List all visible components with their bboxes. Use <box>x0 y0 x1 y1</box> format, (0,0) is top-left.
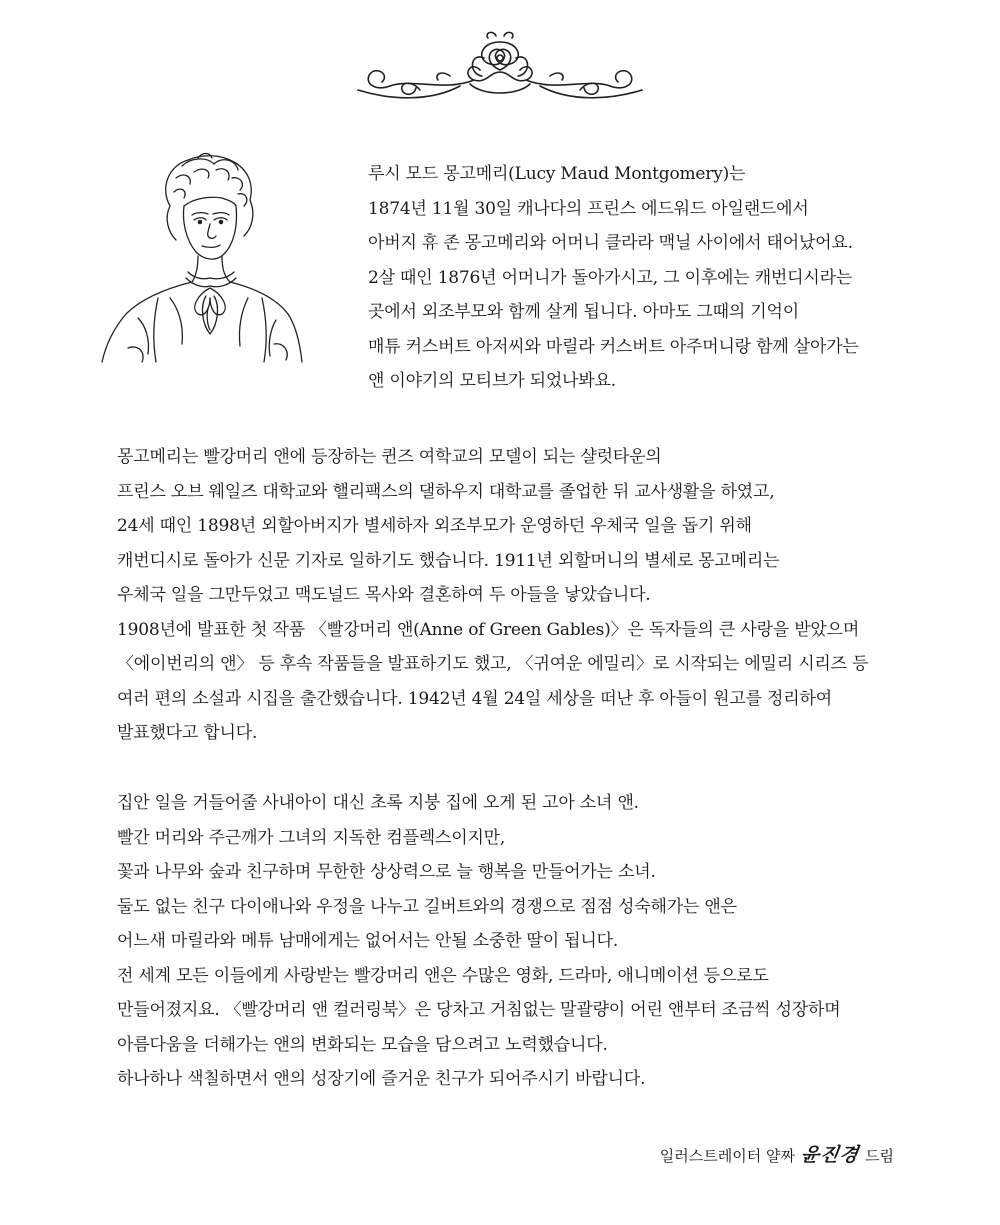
intro-line: 루시 모드 몽고메리(Lucy Maud Montgomery)는 <box>368 164 746 184</box>
signature-prefix: 일러스트레이터 얄짜 <box>659 1147 795 1165</box>
book-description-paragraph <box>117 786 987 1097</box>
biography-paragraph <box>117 440 987 751</box>
biography-line: 캐번디시로 돌아가 신문 기자로 일하기도 했습니다. 1911년 외할머니의 별세로 몽고메리는 <box>117 550 780 571</box>
description-line: 만들어졌지요. 〈빨강머리 앤 컬러링북〉은 당차고 거침없는 말괄량이 어린 앤부터 조금씩 성장하며 <box>117 1000 841 1020</box>
description-line: 전 세계 모든 이들에게 사랑받는 빨강머리 앤은 수많은 영화, 드라마, 애니메이션 등으로도 <box>117 965 769 986</box>
biography-line: 여러 편의 소설과 시집을 출간했습니다. 1942년 4월 24일 세상을 떠난 후 아들이 원고를 정리하여 <box>117 688 832 709</box>
description-line: 어느새 마릴라와 메튜 남매에게는 없어서는 안될 소중한 딸이 됩니다. <box>117 931 619 951</box>
biography-line: 몽고메리는 빨강머리 앤에 등장하는 퀸즈 여학교의 모델이 되는 샬럿타운의 <box>117 447 662 467</box>
signature <box>660 1140 894 1167</box>
biography-line: 〈에이번리의 앤〉 등 후속 작품들을 발표하기도 했고, 〈귀여운 에밀리〉로 시작되는 에밀리 시리즈 등 <box>117 654 869 674</box>
signature-name: 윤진경 <box>799 1144 861 1166</box>
signature-suffix: 드림 <box>865 1147 894 1165</box>
description-line: 빨간 머리와 주근깨가 그녀의 지독한 컴플렉스이지만, <box>117 827 506 848</box>
description-line: 둘도 없는 친구 다이애나와 우정을 나누고 길버트와의 경쟁으로 점점 성숙해가는 앤은 <box>117 896 737 917</box>
biography-line: 우체국 일을 그만두었고 맥도널드 목사와 결혼하여 두 아들을 낳았습니다. <box>117 585 651 605</box>
intro-line: 1874년 11월 30일 캐나다의 프린스 에드워드 아일랜드에서 <box>368 198 809 219</box>
flourish-ornament-icon <box>350 30 650 110</box>
description-line: 하나하나 색칠하면서 앤의 성장기에 즐거운 친구가 되어주시기 바랍니다. <box>117 1069 646 1089</box>
biography-line: 발표했다고 합니다. <box>117 723 258 743</box>
intro-line: 2살 때인 1876년 어머니가 돌아가시고, 그 이후에는 캐번디시라는 <box>368 267 853 288</box>
description-line: 아름다움을 더해가는 앤의 변화되는 모습을 담으려고 노력했습니다. <box>117 1034 608 1055</box>
biography-line: 1908년에 발표한 첫 작품 〈빨강머리 앤(Anne of Green Gables)〉은 독자들의 큰 사랑을 받았으며 <box>117 619 860 640</box>
intro-line: 매튜 커스버트 아저씨와 마릴라 커스버트 아주머니랑 함께 살아가는 <box>368 336 859 357</box>
description-line: 꽃과 나무와 숲과 친구하며 무한한 상상력으로 늘 행복을 만들어가는 소녀. <box>117 862 656 882</box>
biography-line: 24세 때인 1898년 외할아버지가 별세하자 외조부모가 운영하던 우체국 일을 돕기 위해 <box>117 516 752 536</box>
intro-paragraph <box>368 157 968 399</box>
biography-line: 프린스 오브 웨일즈 대학교와 핼리팩스의 댈하우지 대학교를 졸업한 뒤 교사생활을 하였고, <box>117 481 775 502</box>
intro-line: 아버지 휴 존 몽고메리와 어머니 클라라 맥닐 사이에서 태어났어요. <box>368 233 853 253</box>
intro-line: 앤 이야기의 모티브가 되었나봐요. <box>368 371 616 391</box>
intro-line: 곳에서 외조부모와 함께 살게 됩니다. 아마도 그때의 기억이 <box>368 302 799 322</box>
lucy-maud-montgomery-portrait <box>98 148 303 373</box>
description-line: 집안 일을 거들어줄 사내아이 대신 초록 지붕 집에 오게 된 고아 소녀 앤. <box>117 793 639 813</box>
